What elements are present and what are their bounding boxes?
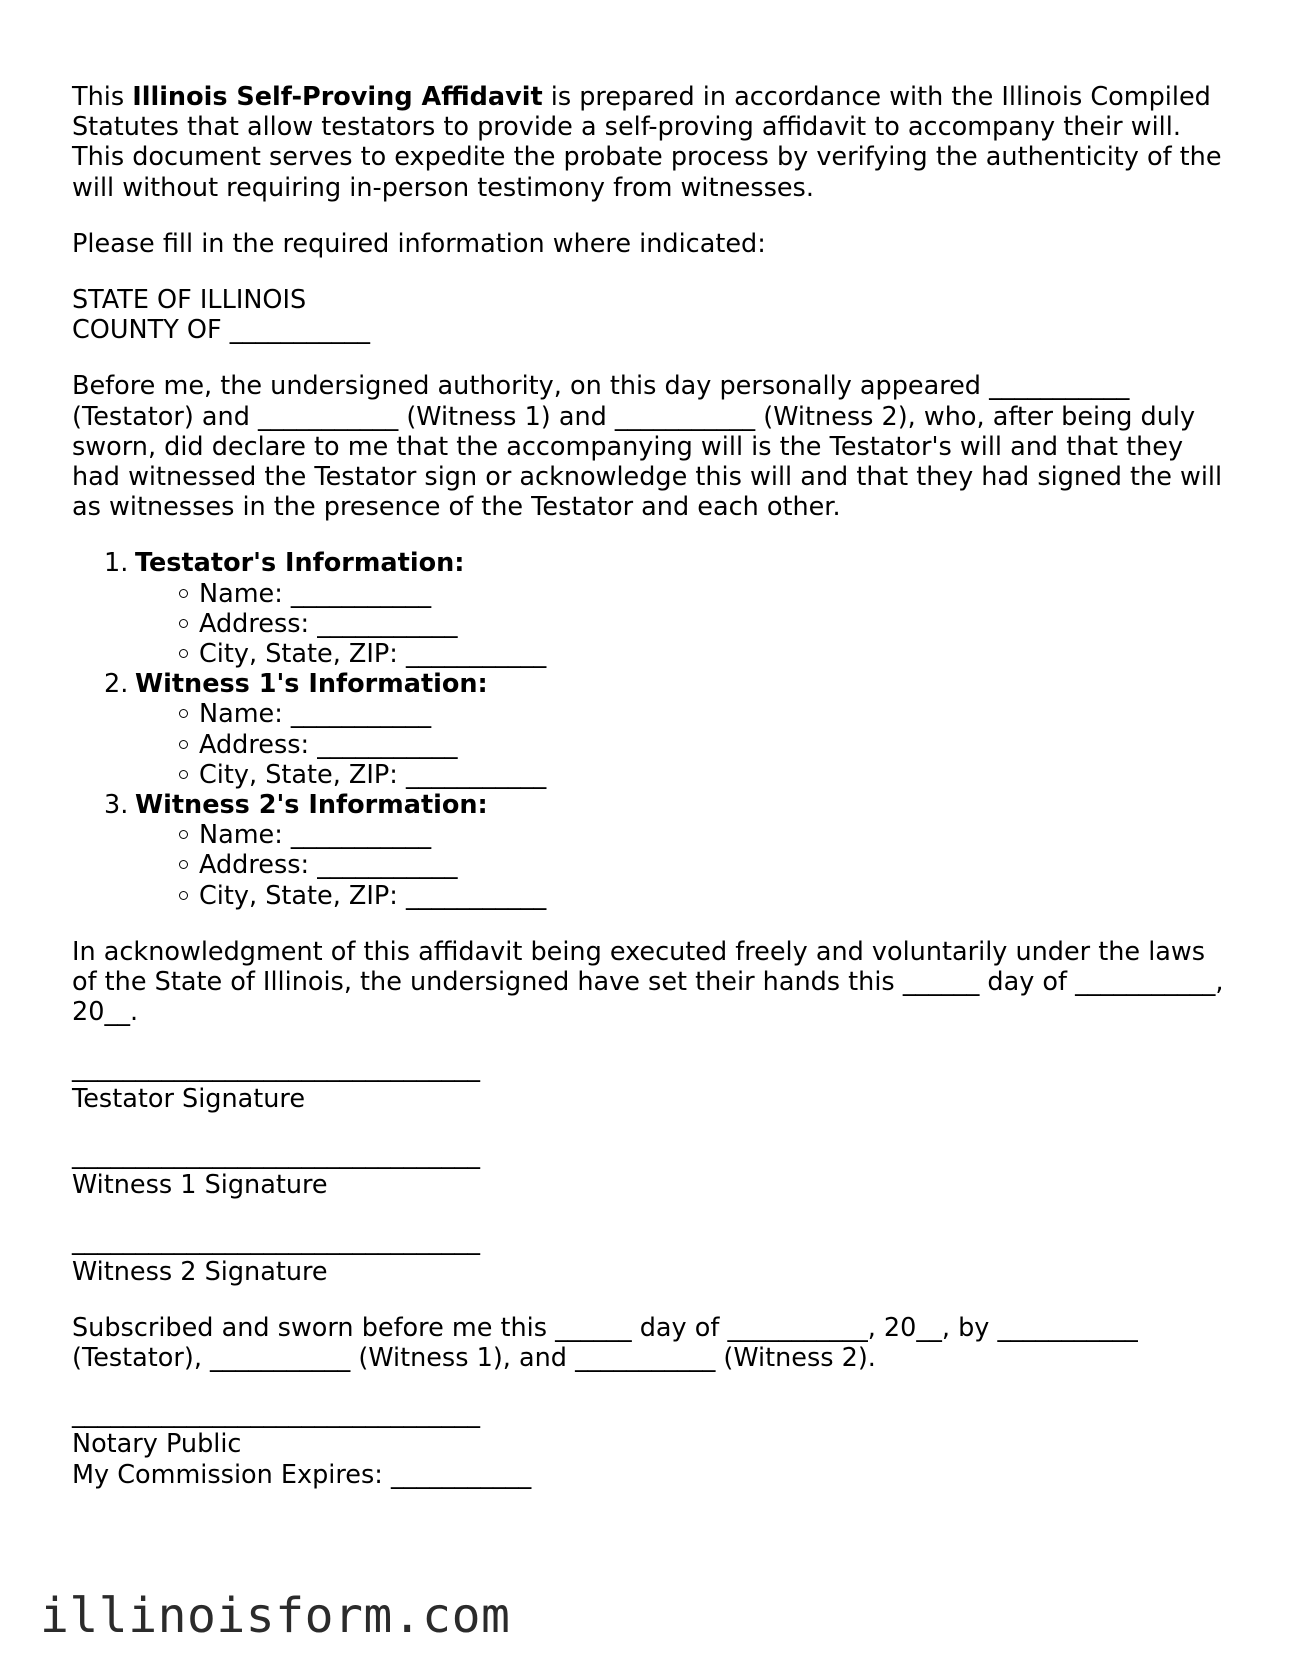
field-address[interactable]: Address: ___________ (135, 850, 1232, 880)
field-name[interactable]: Name: ___________ (135, 820, 1232, 850)
field-city-state-zip[interactable]: City, State, ZIP: ___________ (135, 639, 1232, 669)
site-watermark: illinoisform.com (40, 1588, 511, 1644)
field-city-state-zip[interactable]: City, State, ZIP: ___________ (135, 760, 1232, 790)
section-title: Witness 2's Information: (135, 790, 488, 821)
witness-2-signature-block (72, 1226, 1232, 1286)
field-list (135, 820, 1232, 911)
field-list (135, 699, 1232, 790)
bullet-icon (179, 770, 188, 779)
venue-county: COUNTY OF ___________ (72, 315, 370, 346)
section-testator (72, 548, 1232, 669)
bullet-icon (179, 589, 188, 598)
venue-state: STATE OF ILLINOIS (72, 285, 307, 316)
field-list (135, 579, 1232, 670)
bullet-icon (179, 740, 188, 749)
signature-label: Witness 1 Signature (72, 1170, 328, 1201)
section-title: Testator's Information: (135, 548, 465, 579)
intro-paragraph (72, 82, 1232, 203)
section-number: 1. (104, 548, 129, 579)
field-name[interactable]: Name: ___________ (135, 699, 1232, 729)
notary-label: Notary Public (72, 1429, 242, 1460)
appearance-paragraph: Before me, the undersigned authority, on this day personally appeared ___________ (Testator) and ___________ (Witness 1) and ___________ (Witness 2), who, after being duly sworn, did declare to me that the accompanying will is the Testator's will and that they had witnessed the Testator sign or acknowledge this will and that they had signed the will as witnesses in the presence of the Testator and each other. (72, 371, 1223, 523)
section-number: 2. (104, 669, 129, 700)
section-witness-1 (72, 669, 1232, 790)
information-list (72, 548, 1232, 910)
field-address[interactable]: Address: ___________ (135, 730, 1232, 760)
bullet-icon (179, 860, 188, 869)
field-name[interactable]: Name: ___________ (135, 579, 1232, 609)
venue-block (72, 285, 1232, 345)
signature-label: Testator Signature (72, 1083, 306, 1114)
notary-signature-line[interactable]: ________________________________ (72, 1399, 480, 1430)
signature-line[interactable]: ________________________________ (72, 1139, 480, 1170)
section-title: Witness 1's Information: (135, 669, 488, 700)
bullet-icon (179, 709, 188, 718)
acknowledgment-paragraph: In acknowledgment of this affidavit being executed freely and voluntarily under the laws of the State of Illinois, the undersigned have set their hands this ______ day of ___________, 20__. (72, 936, 1224, 1028)
jurat-paragraph: Subscribed and sworn before me this ______ day of ___________, 20__, by ___________ (Testator), ___________ (Witness 1), and ___________ (Witness 2). (72, 1312, 1138, 1373)
bullet-icon (179, 830, 188, 839)
field-address[interactable]: Address: ___________ (135, 609, 1232, 639)
section-witness-2 (72, 790, 1232, 911)
signature-line[interactable]: ________________________________ (72, 1226, 480, 1257)
intro-title: Illinois Self-Proving Affidavit (132, 82, 543, 112)
intro-prefix: This (72, 82, 133, 112)
bullet-icon (179, 891, 188, 900)
signature-label: Witness 2 Signature (72, 1256, 328, 1287)
affidavit-document (72, 82, 1232, 1516)
instruction-text: Please fill in the required information where indicated: (72, 228, 766, 259)
witness-1-signature-block (72, 1140, 1232, 1200)
testator-signature-block (72, 1053, 1232, 1113)
bullet-icon (179, 649, 188, 658)
bullet-icon (179, 619, 188, 628)
notary-block (72, 1399, 1232, 1490)
section-number: 3. (104, 790, 129, 821)
intro-body: is prepared in accordance with the Illinois Compiled Statutes that allow testators to provide a self-proving affidavit to accompany their will. This document serves to expedite the probate process by verifying the authenticity of the will without requiring in-person testimony from witnesses. (72, 82, 1222, 203)
commission-expires: My Commission Expires: ___________ (72, 1459, 532, 1490)
signature-line[interactable]: ________________________________ (72, 1053, 480, 1084)
field-city-state-zip[interactable]: City, State, ZIP: ___________ (135, 881, 1232, 911)
